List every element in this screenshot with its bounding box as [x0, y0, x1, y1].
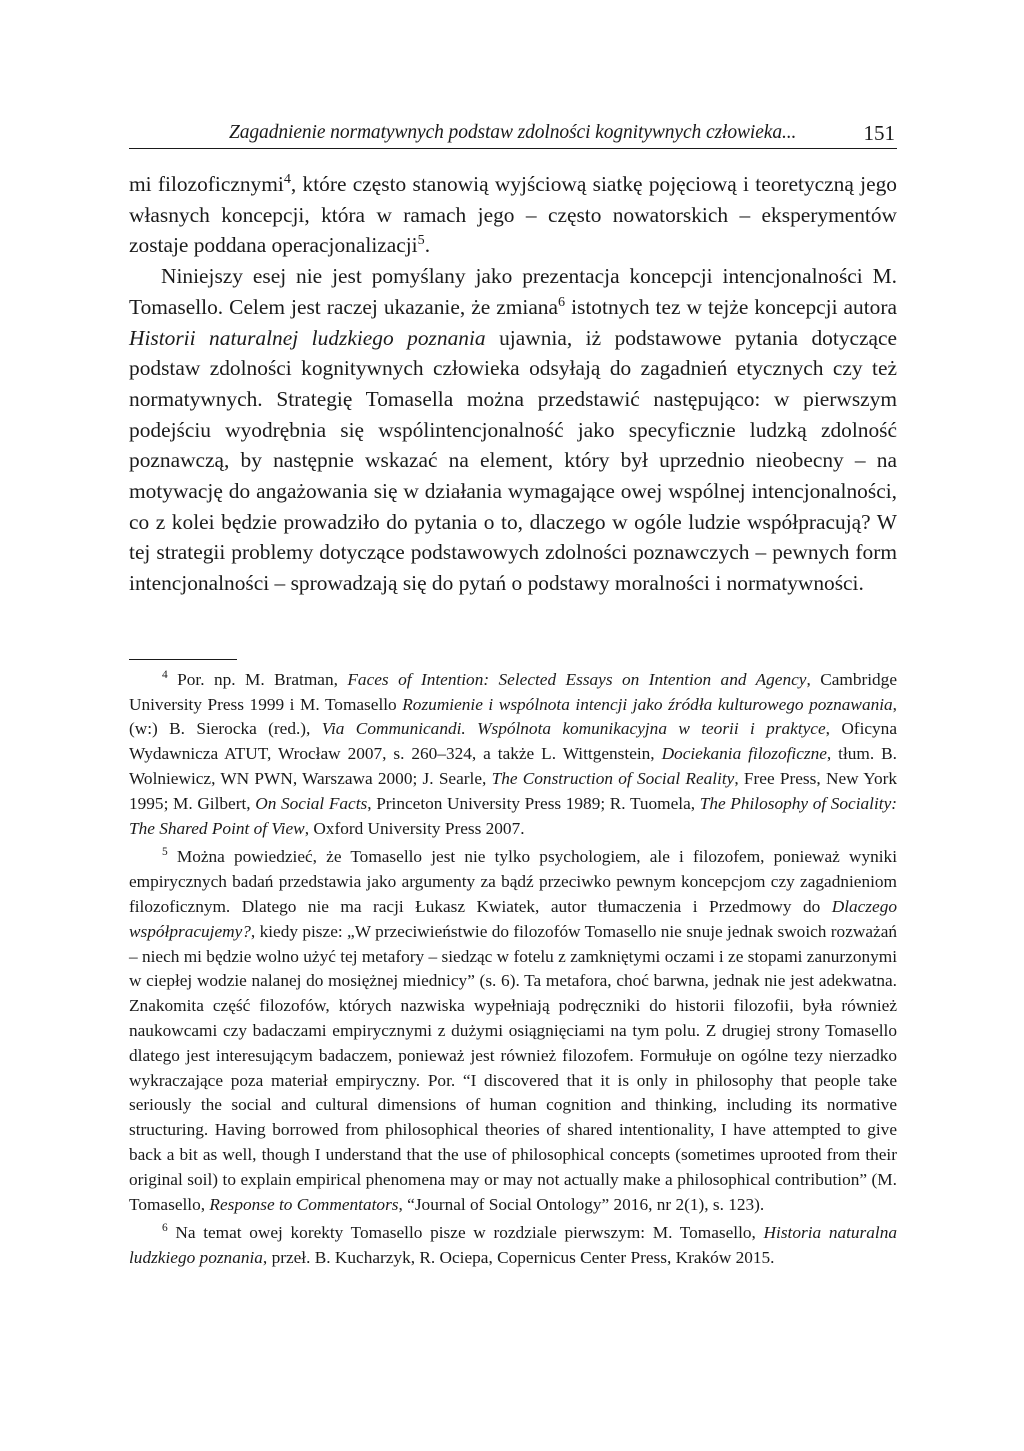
text-run: istotnych tez w tejże koncepcji autora — [565, 294, 897, 319]
footnote-divider — [129, 659, 237, 660]
text-run: . — [424, 233, 431, 258]
footnote-number: 6 — [162, 1222, 168, 1235]
page — [129, 118, 897, 1271]
citation-title: Historia naturalna ludzkiego poznania — [129, 1223, 897, 1268]
page-number: 151 — [863, 121, 895, 145]
text-run: Niniejszy esej nie jest pomyślany jako prezentacja koncepcji intencjonalności M. Tomasello. Celem jest raczej ukazanie, że zmiana — [129, 264, 897, 319]
text-run: , które często stanowią wyjściową siatkę pojęciową i teoretyczną jego własnych koncepcji, która w ramach jego – często nowatorskich – eksperymentów zostaje poddana operacjonalizacji — [129, 172, 897, 258]
text-run: , (w:) B. Sierocka (red.), — [129, 694, 897, 739]
citation-title: The Philosophy of Sociality: The Shared Point of View — [129, 793, 897, 838]
main-text — [129, 169, 897, 599]
citation-title: Response to Commentators — [209, 1194, 399, 1214]
text-run: , przeł. B. Kucharzyk, R. Ociepa, Copernicus Center Press, Kraków 2015. — [262, 1248, 775, 1268]
citation-title: Rozumienie i wspólnota intencji jako źródła kulturowego poznawania — [402, 694, 893, 714]
text-run: , “Journal of Social Ontology” 2016, nr 2(1), s. 123). — [398, 1194, 765, 1214]
text-run: ujawnia, iż podstawowe pytania dotyczące podstaw zdolności kognitywnych człowieka odsyłają do zagadnień etycznych czy też normatywnych. Strategię Tomasella można przedstawić następująco: w pierwszym podejściu wyodrębnia się wspólintencjonalność jako specyficznie ludzką zdolność poznawczą, by następnie wskazać na element, który był uprzednio nieobecny – na motywację do angażowania się w działania wymagające owej wspólnej intencjonalności, co z kolei będzie prowadziło do pytania o to, dlaczego w ogóle ludzie współpracują? W tej strategii problemy dotyczące podstawowych zdolności poznawczych – pewnych form intencjonalności – sprowadzają się do pytań o podstawy moralności i normatywności. — [129, 325, 897, 596]
citation-title: Dociekania filozoficzne — [661, 744, 827, 764]
citation-title: Faces of Intention: Selected Essays on Intention and Agency — [347, 669, 807, 689]
running-header — [129, 118, 897, 149]
footnote-6 — [129, 1221, 897, 1271]
text-run: Można powiedzieć, że Tomasello jest nie tylko psychologiem, ale i filozofem, ponieważ wyniki empirycznych badań przedstawia jako argumenty za bądź przeciwko pewnym koncepcjom czy zagadnieniom filozoficznym. Dlatego nie ma racji Łukasz Kwiatek, autor tłumaczenia i Przedmowy do — [129, 847, 897, 917]
footnote-ref-5[interactable]: 5 — [417, 232, 425, 249]
text-run: , Princeton University Press 1989; R. Tuomela, — [367, 793, 700, 813]
citation-title: The Construction of Social Reality — [491, 769, 735, 789]
footnote-4 — [129, 668, 897, 842]
running-title: Zagadnienie normatywnych podstaw zdolności kognitywnych człowieka... — [229, 122, 797, 143]
citation-title: Dlaczego współpracujemy? — [129, 897, 897, 941]
citation-title: Via Communicandi. Wspólnota komunikacyjna w teorii i praktyce — [321, 719, 826, 739]
text-run: , Cambridge University Press 1999 i M. Tomasello — [129, 669, 897, 714]
text-run: , kiedy pisze: „W przeciwieństwie do filozofów Tomasello nie snuje jednak swoich rozważań – niech mi będzie wolno użyć tej metafory – siedząc w fotelu z zamkniętymi oczami i ze stopami zanurzonymi w ciepłej wodzie nalanej do mosiężnej miednicy” (s. 6). Ta metafora, choć barwna, jednak nie jest adekwatna. Znakomita część filozofów, których nazwiska wypełniają podręczniki do historii filozofii, była również naukowcami czy badaczami empirycznymi z dużymi osiągnięciami na tym polu. Z drugiej strony Tomasello dlatego jest interesującym badaczem, ponieważ jest również filozofem. Formułuje on ogólne tezy nierzadko wykraczające poza materiał empiryczny. Por. “I discovered that it is only in philosophy that people take seriously the social and cultural dimensions of human cognition and thinking, including its normative structuring. Having borrowed from philosophical theories of shared intentionality, I have attempted to give back a bit as well, though I understand that the use of philosophical concepts (sometimes uprooted from their original soil) to explain empirical phenomena may or may not actually make a philosophical contribution” (M. Tomasello, — [129, 921, 897, 1214]
footnotes — [129, 668, 897, 1271]
paragraph-thesis — [129, 261, 897, 599]
text-run: , Oxford University Press 2007. — [304, 818, 525, 838]
text-run: , Free Press, New York 1995; M. Gilbert, — [129, 769, 897, 813]
citation-title: On Social Facts — [255, 793, 368, 813]
text-run: Na temat owej korekty Tomasello pisze w rozdziale pierwszym: M. Tomasello, — [167, 1223, 764, 1243]
footnote-number: 4 — [162, 669, 168, 682]
text-run: , tłum. B. Wolniewicz, WN PWN, Warszawa 2000; J. Searle, — [129, 744, 897, 789]
footnote-5 — [129, 845, 897, 1217]
text-run: , Oficyna Wydawnicza ATUT, Wrocław 2007, s. 260–324, a także L. Wittgenstein, — [129, 719, 897, 764]
footnote-ref-6[interactable]: 6 — [558, 293, 566, 310]
text-run: mi filozoficznymi — [129, 172, 284, 196]
text-run: Por. np. M. Bratman, — [167, 669, 348, 689]
book-title: Historii naturalnej ludzkiego poznania — [129, 325, 486, 350]
footnote-ref-4[interactable]: 4 — [283, 170, 291, 187]
paragraph-continuation — [129, 169, 897, 261]
footnote-number: 5 — [162, 846, 168, 859]
